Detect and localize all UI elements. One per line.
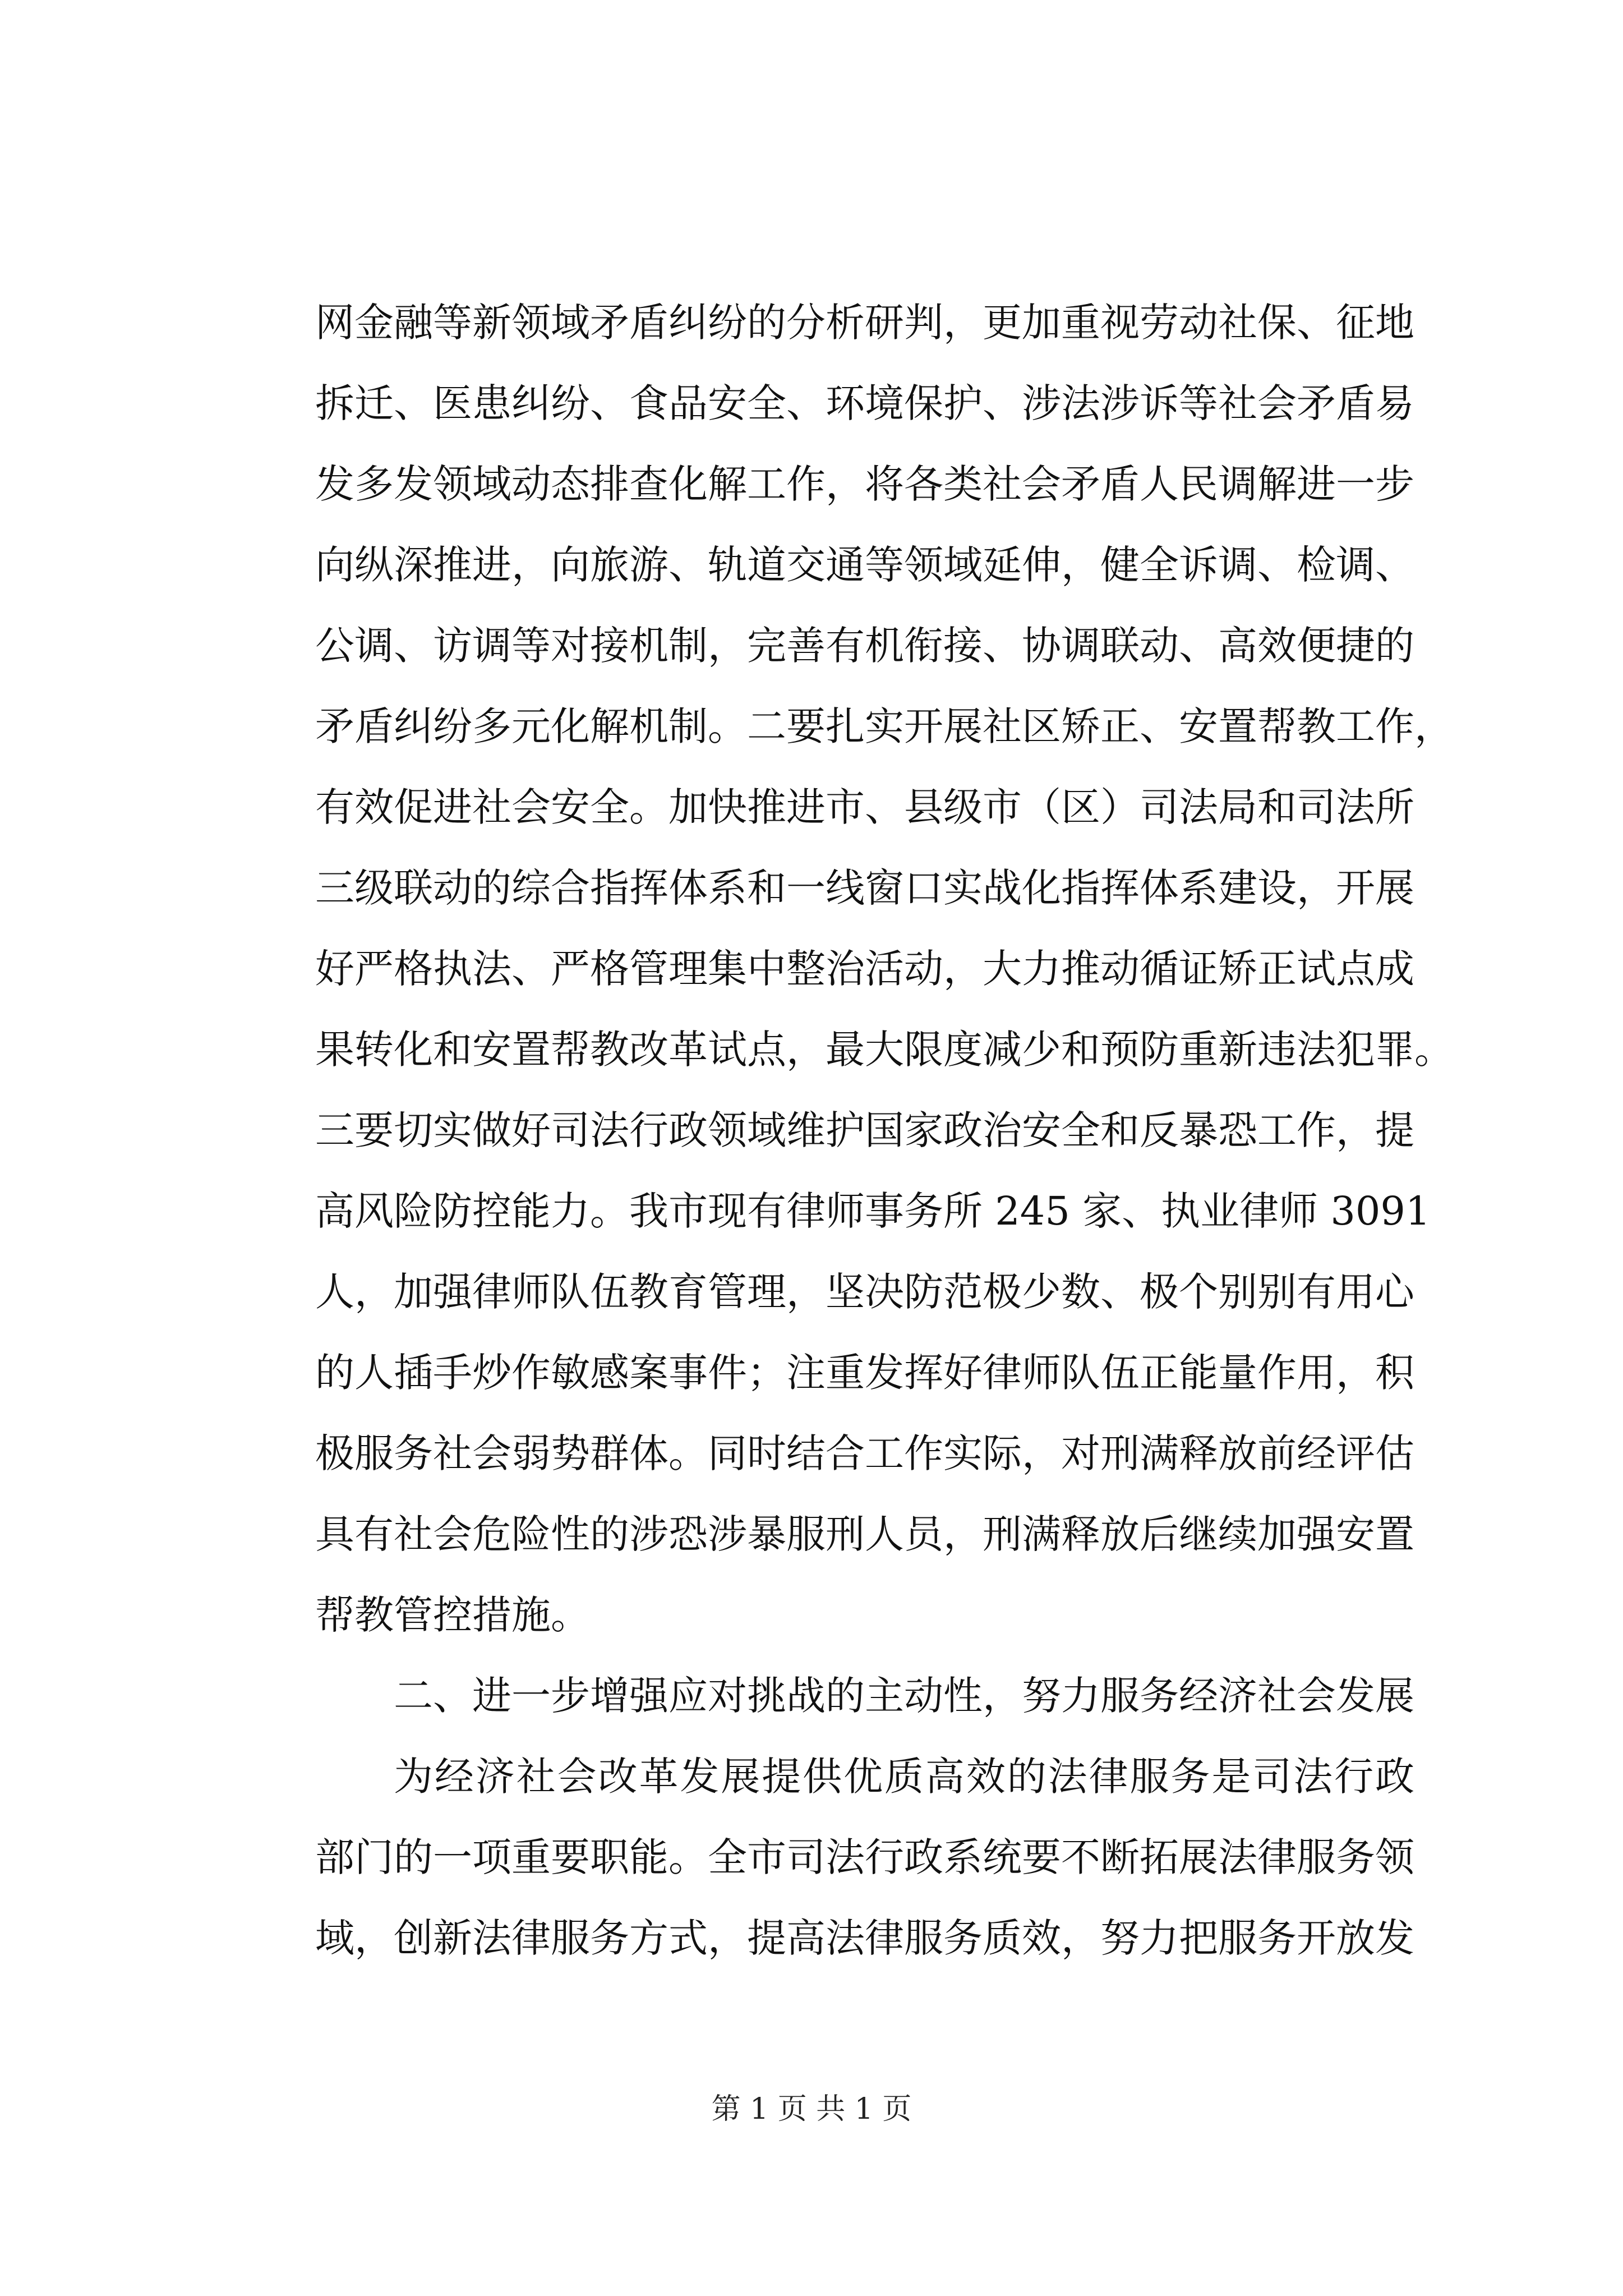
body-text — [315, 282, 1454, 1978]
text-line: 极服务社会弱势群体。同时结合工作实际，对刑满释放前经评估 — [315, 1430, 1414, 1476]
section-heading: 二、进一步增强应对挑战的主动性，努力服务经济社会发展 — [394, 1673, 1414, 1719]
text-line: 矛盾纠纷多元化解机制。二要扎实开展社区矫正、安置帮教工作， — [315, 703, 1454, 749]
text-line: 域，创新法律服务方式，提高法律服务质效，努力把服务开放发 — [315, 1915, 1414, 1961]
text-line: 人，加强律师队伍教育管理，坚决防范极少数、极个别别有用心 — [315, 1269, 1414, 1315]
text-line: 帮教管控措施。 — [315, 1592, 590, 1638]
text-line: 三级联动的综合指挥体系和一线窗口实战化指挥体系建设，开展 — [315, 865, 1414, 911]
text-line: 发多发领域动态排查化解工作，将各类社会矛盾人民调解进一步 — [315, 461, 1414, 507]
text-line: 拆迁、医患纠纷、食品安全、环境保护、涉法涉诉等社会矛盾易 — [315, 380, 1414, 426]
text-line: 三要切实做好司法行政领域维护国家政治安全和反暴恐工作，提 — [315, 1107, 1414, 1153]
text-line: 为经济社会改革发展提供优质高效的法律服务是司法行政 — [394, 1754, 1414, 1800]
text-line: 网金融等新领域矛盾纠纷的分析研判，更加重视劳动社保、征地 — [315, 300, 1414, 346]
page-number: 第 1 页 共 1 页 — [711, 2092, 912, 2126]
text-line: 的人插手炒作敏感案事件；注重发挥好律师队伍正能量作用，积 — [315, 1350, 1414, 1396]
text-line: 果转化和安置帮教改革试点，最大限度减少和预防重新违法犯罪。 — [315, 1027, 1454, 1073]
text-line: 高风险防控能力。我市现有律师事务所 245 家、执业律师 3091 — [315, 1188, 1431, 1234]
text-line: 好严格执法、严格管理集中整治活动，大力推动循证矫正试点成 — [315, 946, 1414, 992]
text-line: 向纵深推进，向旅游、轨道交通等领域延伸，健全诉调、检调、 — [315, 542, 1414, 588]
text-line: 具有社会危险性的涉恐涉暴服刑人员，刑满释放后继续加强安置 — [315, 1511, 1414, 1557]
page-footer — [0, 2090, 1623, 2129]
text-line: 部门的一项重要职能。全市司法行政系统要不断拓展法律服务领 — [315, 1834, 1414, 1880]
text-line: 公调、访调等对接机制，完善有机衔接、协调联动、高效便捷的 — [315, 623, 1414, 669]
text-line: 有效促进社会安全。加快推进市、县级市（区）司法局和司法所 — [315, 784, 1414, 830]
